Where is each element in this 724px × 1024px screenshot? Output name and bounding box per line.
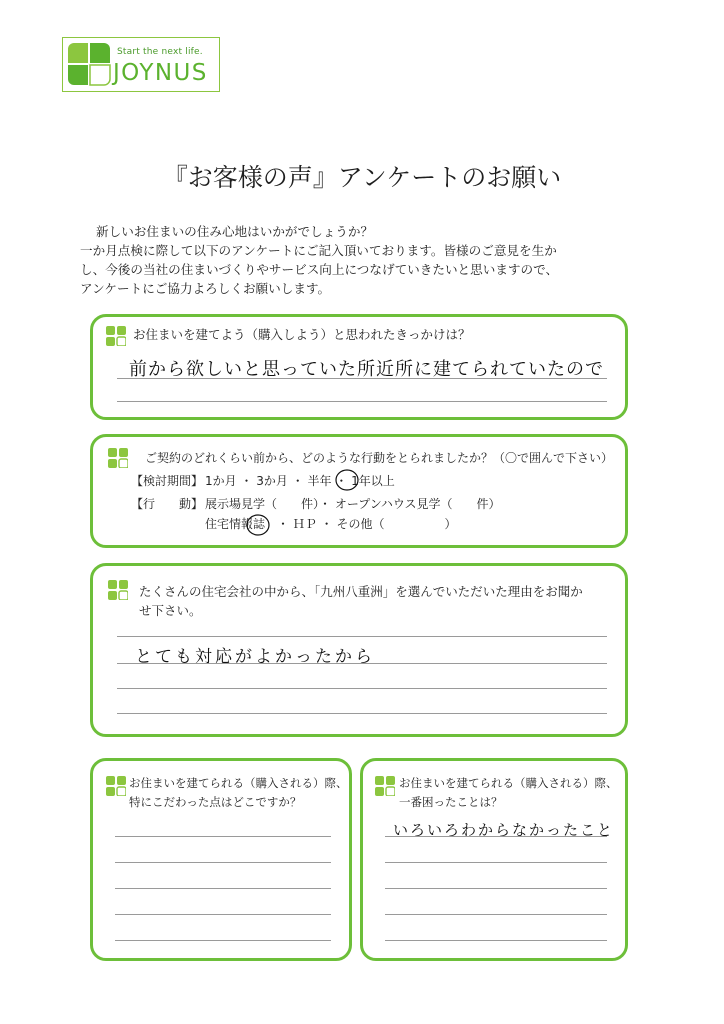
period-label: 【検討期間】 bbox=[131, 474, 204, 488]
clover-bullet-icon bbox=[106, 776, 126, 796]
question-box-actions bbox=[90, 434, 628, 548]
answer-line bbox=[385, 940, 607, 941]
handwritten-answer: 前から欲しいと思っていた所近所に建てられていたので bbox=[129, 359, 604, 380]
clover-logo-icon bbox=[66, 41, 112, 89]
question-text-line2: 一番困ったことは？ bbox=[399, 795, 503, 809]
intro-text bbox=[80, 222, 656, 298]
answer-line bbox=[385, 836, 607, 837]
question-box-difficulty bbox=[360, 758, 628, 961]
action-label: 【行 動】 bbox=[131, 497, 204, 511]
answer-line bbox=[117, 688, 607, 689]
answer-line bbox=[117, 636, 607, 637]
answer-line bbox=[117, 378, 607, 379]
handwritten-circles bbox=[93, 437, 453, 547]
action-options-line2: 住宅情報誌 ・ ＨＰ ・ その他（ ） bbox=[205, 517, 457, 531]
answer-line bbox=[115, 914, 331, 915]
answer-line bbox=[385, 888, 607, 889]
period-options: 1か月 ・ 3か月 ・ 半年 ・ 1年以上 bbox=[205, 474, 395, 488]
clover-bullet-icon bbox=[375, 776, 395, 796]
clover-bullet-icon bbox=[108, 580, 128, 600]
answer-line bbox=[115, 940, 331, 941]
handwritten-answer: とても対応がよかったから bbox=[135, 647, 375, 667]
question-box-priority bbox=[90, 758, 352, 961]
answer-line bbox=[115, 836, 331, 837]
question-text-line2: せ下さい。 bbox=[139, 603, 202, 618]
intro-line: し、今後の当社の住まいづくりやサービス向上につなげていきたいと思いますので、 bbox=[80, 262, 559, 277]
question-text-line1: たくさんの住宅会社の中から、「九州八重洲」を選んでいただいた理由をお聞か bbox=[139, 584, 583, 599]
action-options-line1: 展示場見学（ 件）・ オープンハウス見学（ 件） bbox=[205, 497, 501, 511]
intro-line: 新しいお住まいの住み心地はいかがでしょうか？ bbox=[96, 224, 374, 239]
question-text-line1: お住まいを建てられる（購入される）際、 bbox=[129, 776, 348, 790]
page-title: 『お客様の声』アンケートのお願い bbox=[162, 163, 562, 192]
question-box-motivation bbox=[90, 314, 628, 420]
answer-line bbox=[385, 914, 607, 915]
answer-line bbox=[385, 862, 607, 863]
question-text: お住まいを建てよう（購入しよう）と思われたきっかけは？ bbox=[133, 327, 471, 342]
question-box-reason bbox=[90, 563, 628, 737]
answer-line bbox=[115, 862, 331, 863]
question-text-line1: お住まいを建てられる（購入される）際、 bbox=[399, 776, 618, 790]
logo-tagline: Start the next life. bbox=[117, 47, 203, 57]
logo-brand: JOYNUS bbox=[113, 60, 208, 86]
clover-bullet-icon bbox=[106, 326, 126, 346]
intro-line: 一か月点検に際して以下のアンケートにご記入頂いております。皆様のご意見を生か bbox=[80, 243, 557, 258]
joynus-logo bbox=[62, 37, 220, 92]
question-text: ご契約のどれくらい前から、どのような行動をとられましたか？（〇で囲んで下さい） bbox=[145, 451, 614, 465]
answer-line bbox=[117, 663, 607, 664]
answer-line bbox=[117, 713, 607, 714]
answer-line bbox=[117, 401, 607, 402]
answer-line bbox=[115, 888, 331, 889]
intro-line: アンケートにご協力よろしくお願いします。 bbox=[80, 281, 331, 296]
handwritten-answer: いろいろわからなかったこと bbox=[393, 821, 615, 839]
question-text-line2: 特にこだわった点はどこですか？ bbox=[129, 795, 302, 809]
